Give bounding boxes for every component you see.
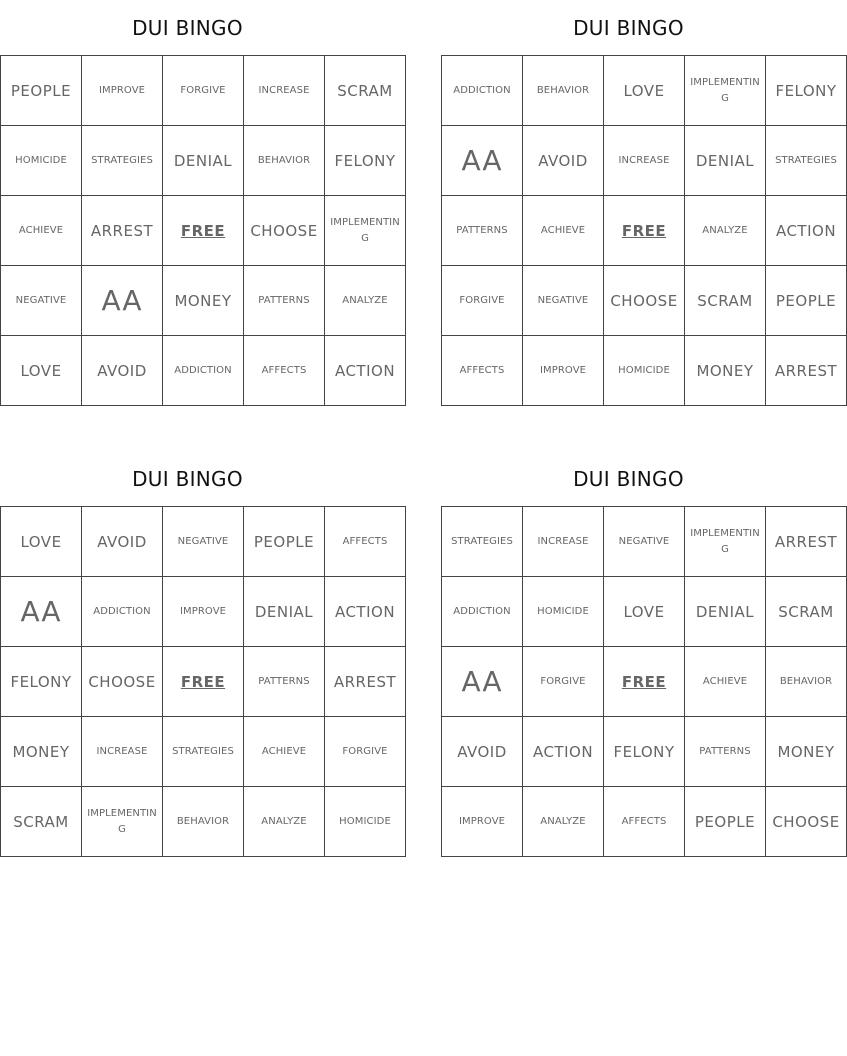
bingo-cell: FORGIVE	[163, 56, 244, 126]
bingo-cell: AA	[82, 266, 163, 336]
bingo-cell: ADDICTION	[442, 56, 523, 126]
bingo-cell: ACTION	[325, 577, 406, 647]
bingo-cell: IMPROVE	[442, 787, 523, 857]
bingo-card-4	[441, 451, 840, 857]
bingo-grid	[0, 506, 406, 857]
bingo-cell: LOVE	[1, 507, 82, 577]
bingo-row	[442, 196, 847, 266]
bingo-cell: IMPROVE	[163, 577, 244, 647]
bingo-cell: ANALYZE	[325, 266, 406, 336]
bingo-cell: ACTION	[766, 196, 847, 266]
card-title: DUI BINGO	[573, 467, 684, 491]
bingo-cell: MONEY	[685, 336, 766, 406]
bingo-cell: ADDICTION	[163, 336, 244, 406]
bingo-cell: FORGIVE	[442, 266, 523, 336]
bingo-cell: ADDICTION	[442, 577, 523, 647]
bingo-cell: AVOID	[442, 717, 523, 787]
bingo-cell: FELONY	[604, 717, 685, 787]
bingo-row	[442, 56, 847, 126]
bingo-cell: ARREST	[766, 336, 847, 406]
bingo-card-1	[0, 0, 400, 406]
bingo-grid	[441, 506, 847, 857]
bingo-cell: AA	[442, 647, 523, 717]
bingo-row	[442, 266, 847, 336]
bingo-row	[442, 717, 847, 787]
bingo-grid	[441, 55, 847, 406]
bingo-cell: DENIAL	[163, 126, 244, 196]
bingo-cell: ACHIEVE	[1, 196, 82, 266]
bingo-card-2	[441, 0, 838, 406]
bingo-cell: AA	[442, 126, 523, 196]
bingo-cell: SCRAM	[1, 787, 82, 857]
bingo-cell: AFFECTS	[325, 507, 406, 577]
bingo-cell: ADDICTION	[82, 577, 163, 647]
bingo-cell: ARREST	[82, 196, 163, 266]
bingo-cell: BEHAVIOR	[523, 56, 604, 126]
bingo-cell: DENIAL	[685, 577, 766, 647]
bingo-row	[1, 507, 406, 577]
bingo-cell: PATTERNS	[685, 717, 766, 787]
bingo-cell: CHOOSE	[604, 266, 685, 336]
bingo-cell: HOMICIDE	[1, 126, 82, 196]
bingo-row	[1, 336, 406, 406]
bingo-cell: AA	[1, 577, 82, 647]
bingo-cell: PATTERNS	[442, 196, 523, 266]
bingo-cell: BEHAVIOR	[163, 787, 244, 857]
bingo-grid	[0, 55, 406, 406]
bingo-cell: STRATEGIES	[766, 126, 847, 196]
bingo-cell: ACTION	[325, 336, 406, 406]
bingo-cell: CHOOSE	[244, 196, 325, 266]
bingo-cell: STRATEGIES	[442, 507, 523, 577]
bingo-cell: BEHAVIOR	[244, 126, 325, 196]
bingo-cell: AFFECTS	[604, 787, 685, 857]
bingo-cell: MONEY	[1, 717, 82, 787]
bingo-cell: PEOPLE	[1, 56, 82, 126]
bingo-cell: ARREST	[325, 647, 406, 717]
bingo-cell: IMPROVE	[523, 336, 604, 406]
bingo-row	[442, 647, 847, 717]
card-title: DUI BINGO	[132, 467, 243, 491]
bingo-cell: ANALYZE	[685, 196, 766, 266]
bingo-row	[442, 577, 847, 647]
bingo-cell: SCRAM	[325, 56, 406, 126]
bingo-cell: STRATEGIES	[82, 126, 163, 196]
bingo-cell: LOVE	[1, 336, 82, 406]
card-title: DUI BINGO	[573, 16, 684, 40]
bingo-cell: FELONY	[325, 126, 406, 196]
bingo-cell: CHOOSE	[766, 787, 847, 857]
bingo-cell: HOMICIDE	[325, 787, 406, 857]
bingo-cell: IMPLEMENTING	[325, 196, 406, 266]
bingo-cell: NEGATIVE	[1, 266, 82, 336]
bingo-cell: MONEY	[766, 717, 847, 787]
bingo-cell: ACTION	[523, 717, 604, 787]
bingo-row	[1, 647, 406, 717]
bingo-row	[442, 126, 847, 196]
bingo-cell: FORGIVE	[523, 647, 604, 717]
bingo-cell: NEGATIVE	[163, 507, 244, 577]
bingo-row	[1, 717, 406, 787]
bingo-cell: LOVE	[604, 577, 685, 647]
bingo-row	[1, 787, 406, 857]
bingo-cell: ARREST	[766, 507, 847, 577]
bingo-cell: AVOID	[523, 126, 604, 196]
bingo-cell: AVOID	[82, 507, 163, 577]
bingo-row	[1, 266, 406, 336]
bingo-cell: AVOID	[82, 336, 163, 406]
bingo-cell: STRATEGIES	[163, 717, 244, 787]
bingo-row	[442, 507, 847, 577]
card-title: DUI BINGO	[132, 16, 243, 40]
bingo-cell: PEOPLE	[685, 787, 766, 857]
free-space-cell: FREE	[163, 647, 244, 717]
bingo-cell: INCREASE	[244, 56, 325, 126]
bingo-cell: FELONY	[1, 647, 82, 717]
bingo-cell: AFFECTS	[244, 336, 325, 406]
bingo-cell: INCREASE	[523, 507, 604, 577]
bingo-cell: NEGATIVE	[523, 266, 604, 336]
free-space-cell: FREE	[604, 647, 685, 717]
bingo-cell: IMPLEMENTING	[82, 787, 163, 857]
bingo-cell: AFFECTS	[442, 336, 523, 406]
bingo-row	[1, 196, 406, 266]
bingo-cell: IMPLEMENTING	[685, 507, 766, 577]
bingo-cell: NEGATIVE	[604, 507, 685, 577]
bingo-cell: DENIAL	[244, 577, 325, 647]
bingo-cell: ANALYZE	[244, 787, 325, 857]
bingo-cell: FORGIVE	[325, 717, 406, 787]
bingo-cell: HOMICIDE	[523, 577, 604, 647]
bingo-row	[1, 56, 406, 126]
bingo-card-3	[0, 451, 397, 857]
free-space-cell: FREE	[604, 196, 685, 266]
bingo-cell: ANALYZE	[523, 787, 604, 857]
bingo-cell: IMPLEMENTING	[685, 56, 766, 126]
bingo-row	[442, 787, 847, 857]
bingo-cell: PEOPLE	[766, 266, 847, 336]
bingo-cell: CHOOSE	[82, 647, 163, 717]
bingo-cell: PATTERNS	[244, 266, 325, 336]
bingo-cell: BEHAVIOR	[766, 647, 847, 717]
bingo-row	[1, 126, 406, 196]
bingo-cell: HOMICIDE	[604, 336, 685, 406]
bingo-cell: SCRAM	[685, 266, 766, 336]
bingo-cell: INCREASE	[82, 717, 163, 787]
bingo-cell: IMPROVE	[82, 56, 163, 126]
bingo-cell: PATTERNS	[244, 647, 325, 717]
bingo-cell: MONEY	[163, 266, 244, 336]
bingo-row	[1, 577, 406, 647]
bingo-cell: ACHIEVE	[685, 647, 766, 717]
bingo-cell: PEOPLE	[244, 507, 325, 577]
bingo-cell: LOVE	[604, 56, 685, 126]
free-space-cell: FREE	[163, 196, 244, 266]
bingo-cell: SCRAM	[766, 577, 847, 647]
bingo-cell: FELONY	[766, 56, 847, 126]
bingo-cell: ACHIEVE	[523, 196, 604, 266]
bingo-cell: DENIAL	[685, 126, 766, 196]
bingo-row	[442, 336, 847, 406]
bingo-cell: ACHIEVE	[244, 717, 325, 787]
bingo-cell: INCREASE	[604, 126, 685, 196]
